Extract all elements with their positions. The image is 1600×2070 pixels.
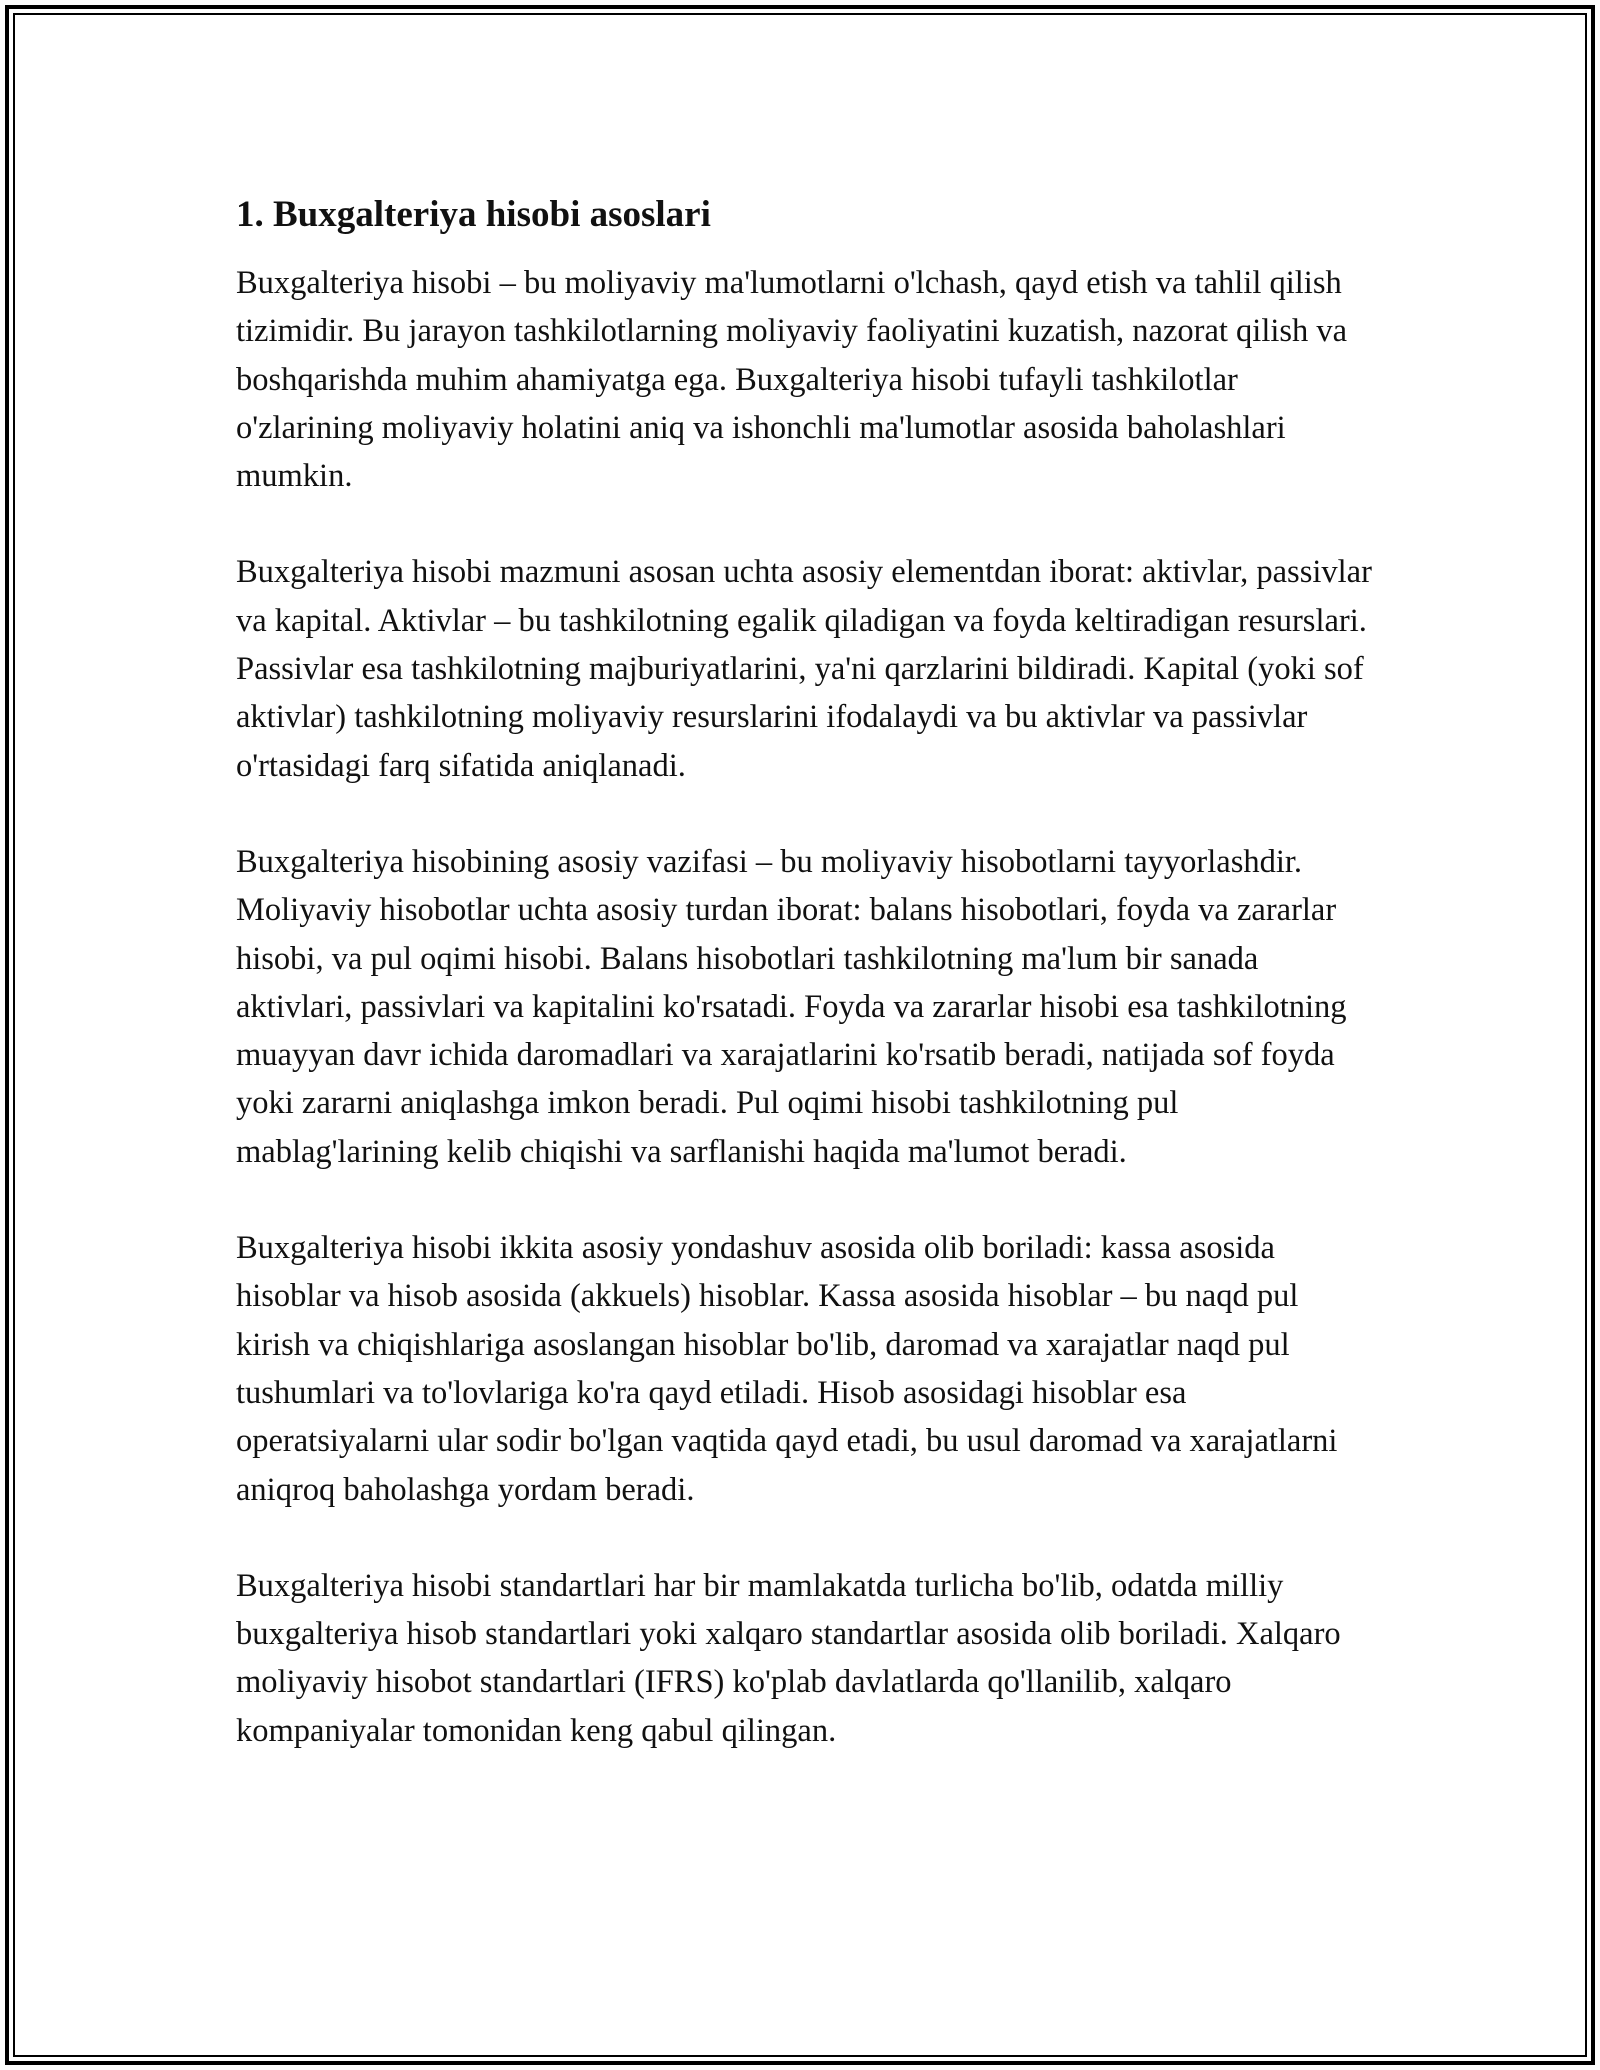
paragraph-definition: Buxgalteriya hisobi – bu moliyaviy ma'lumotlarni o'lchash, qayd etish va tahlil qilish tizimidir. Bu jarayon tashkilotlarning moliyaviy faoliyatini kuzatish, nazorat qilish va boshqarishda muhim ahamiyatga ega. Buxgalteriya hisobi tufayli tashkilotlar o'zlarining moliyaviy holatini aniq va ishonchli ma'lumotlar asosida baholashlari mumkin.	[236, 265, 1348, 495]
section-title: 1. Buxgalteriya hisobi asoslari	[236, 194, 711, 235]
document-body	[236, 185, 1376, 1755]
paragraph-approaches: Buxgalteriya hisobi ikkita asosiy yondashuv asosida olib boriladi: kassa asosida hisoblar va hisob asosida (akkuels) hisoblar. Kassa asosida hisoblar – bu naqd pul kirish va chiqishlariga asoslangan hisoblar bo'lib, daromad va xarajatlar naqd pul tushumlari va to'lovlariga ko'ra qayd etiladi. Hisob asosidagi hisoblar esa operatsiyalarni ular sodir bo'lgan vaqtida qayd etadi, bu usul daromad va xarajatlarni aniqroq baholashga yordam beradi.	[236, 1230, 1338, 1508]
paragraph-financial-statements: Buxgalteriya hisobining asosiy vazifasi – bu moliyaviy hisobotlarni tayyorlashdir. Moliyaviy hisobotlar uchta asosiy turdan iborat: balans hisobotlari, foyda va zararlar hisobi, va pul oqimi hisobi. Balans hisobotlari tashkilotning ma'lum bir sanada aktivlari, passivlari va kapitalini ko'rsatadi. Foyda va zararlar hisobi esa tashkilotning muayyan davr ichida daromadlari va xarajatlarini ko'rsatib beradi, natijada sof foyda yoki zararni aniqlashga imkon beradi. Pul oqimi hisobi tashkilotning pul mablag'larining kelib chiqishi va sarflanishi haqida ma'lumot beradi.	[236, 843, 1347, 1170]
paragraph-standards: Buxgalteriya hisobi standartlari har bir mamlakatda turlicha bo'lib, odatda milliy buxgalteriya hisob standartlari yoki xalqaro standartlar asosida olib boriladi. Xalqaro moliyaviy hisobot standartlari (IFRS) ko'plab davlatlarda qo'llanilib, xalqaro kompaniyalar tomonidan keng qabul qilingan.	[236, 1567, 1341, 1749]
paragraph-elements: Buxgalteriya hisobi mazmuni asosan uchta asosiy elementdan iborat: aktivlar, passivlar va kapital. Aktivlar – bu tashkilotning egalik qiladigan va foyda keltiradigan resurslari. Passivlar esa tashkilotning majburiyatlarini, ya'ni qarzlarini bildiradi. Kapital (yoki sof aktivlar) tashkilotning moliyaviy resurslarini ifodalaydi va bu aktivlar va passivlar o'rtasidagi farq sifatida aniqlanadi.	[236, 554, 1372, 784]
